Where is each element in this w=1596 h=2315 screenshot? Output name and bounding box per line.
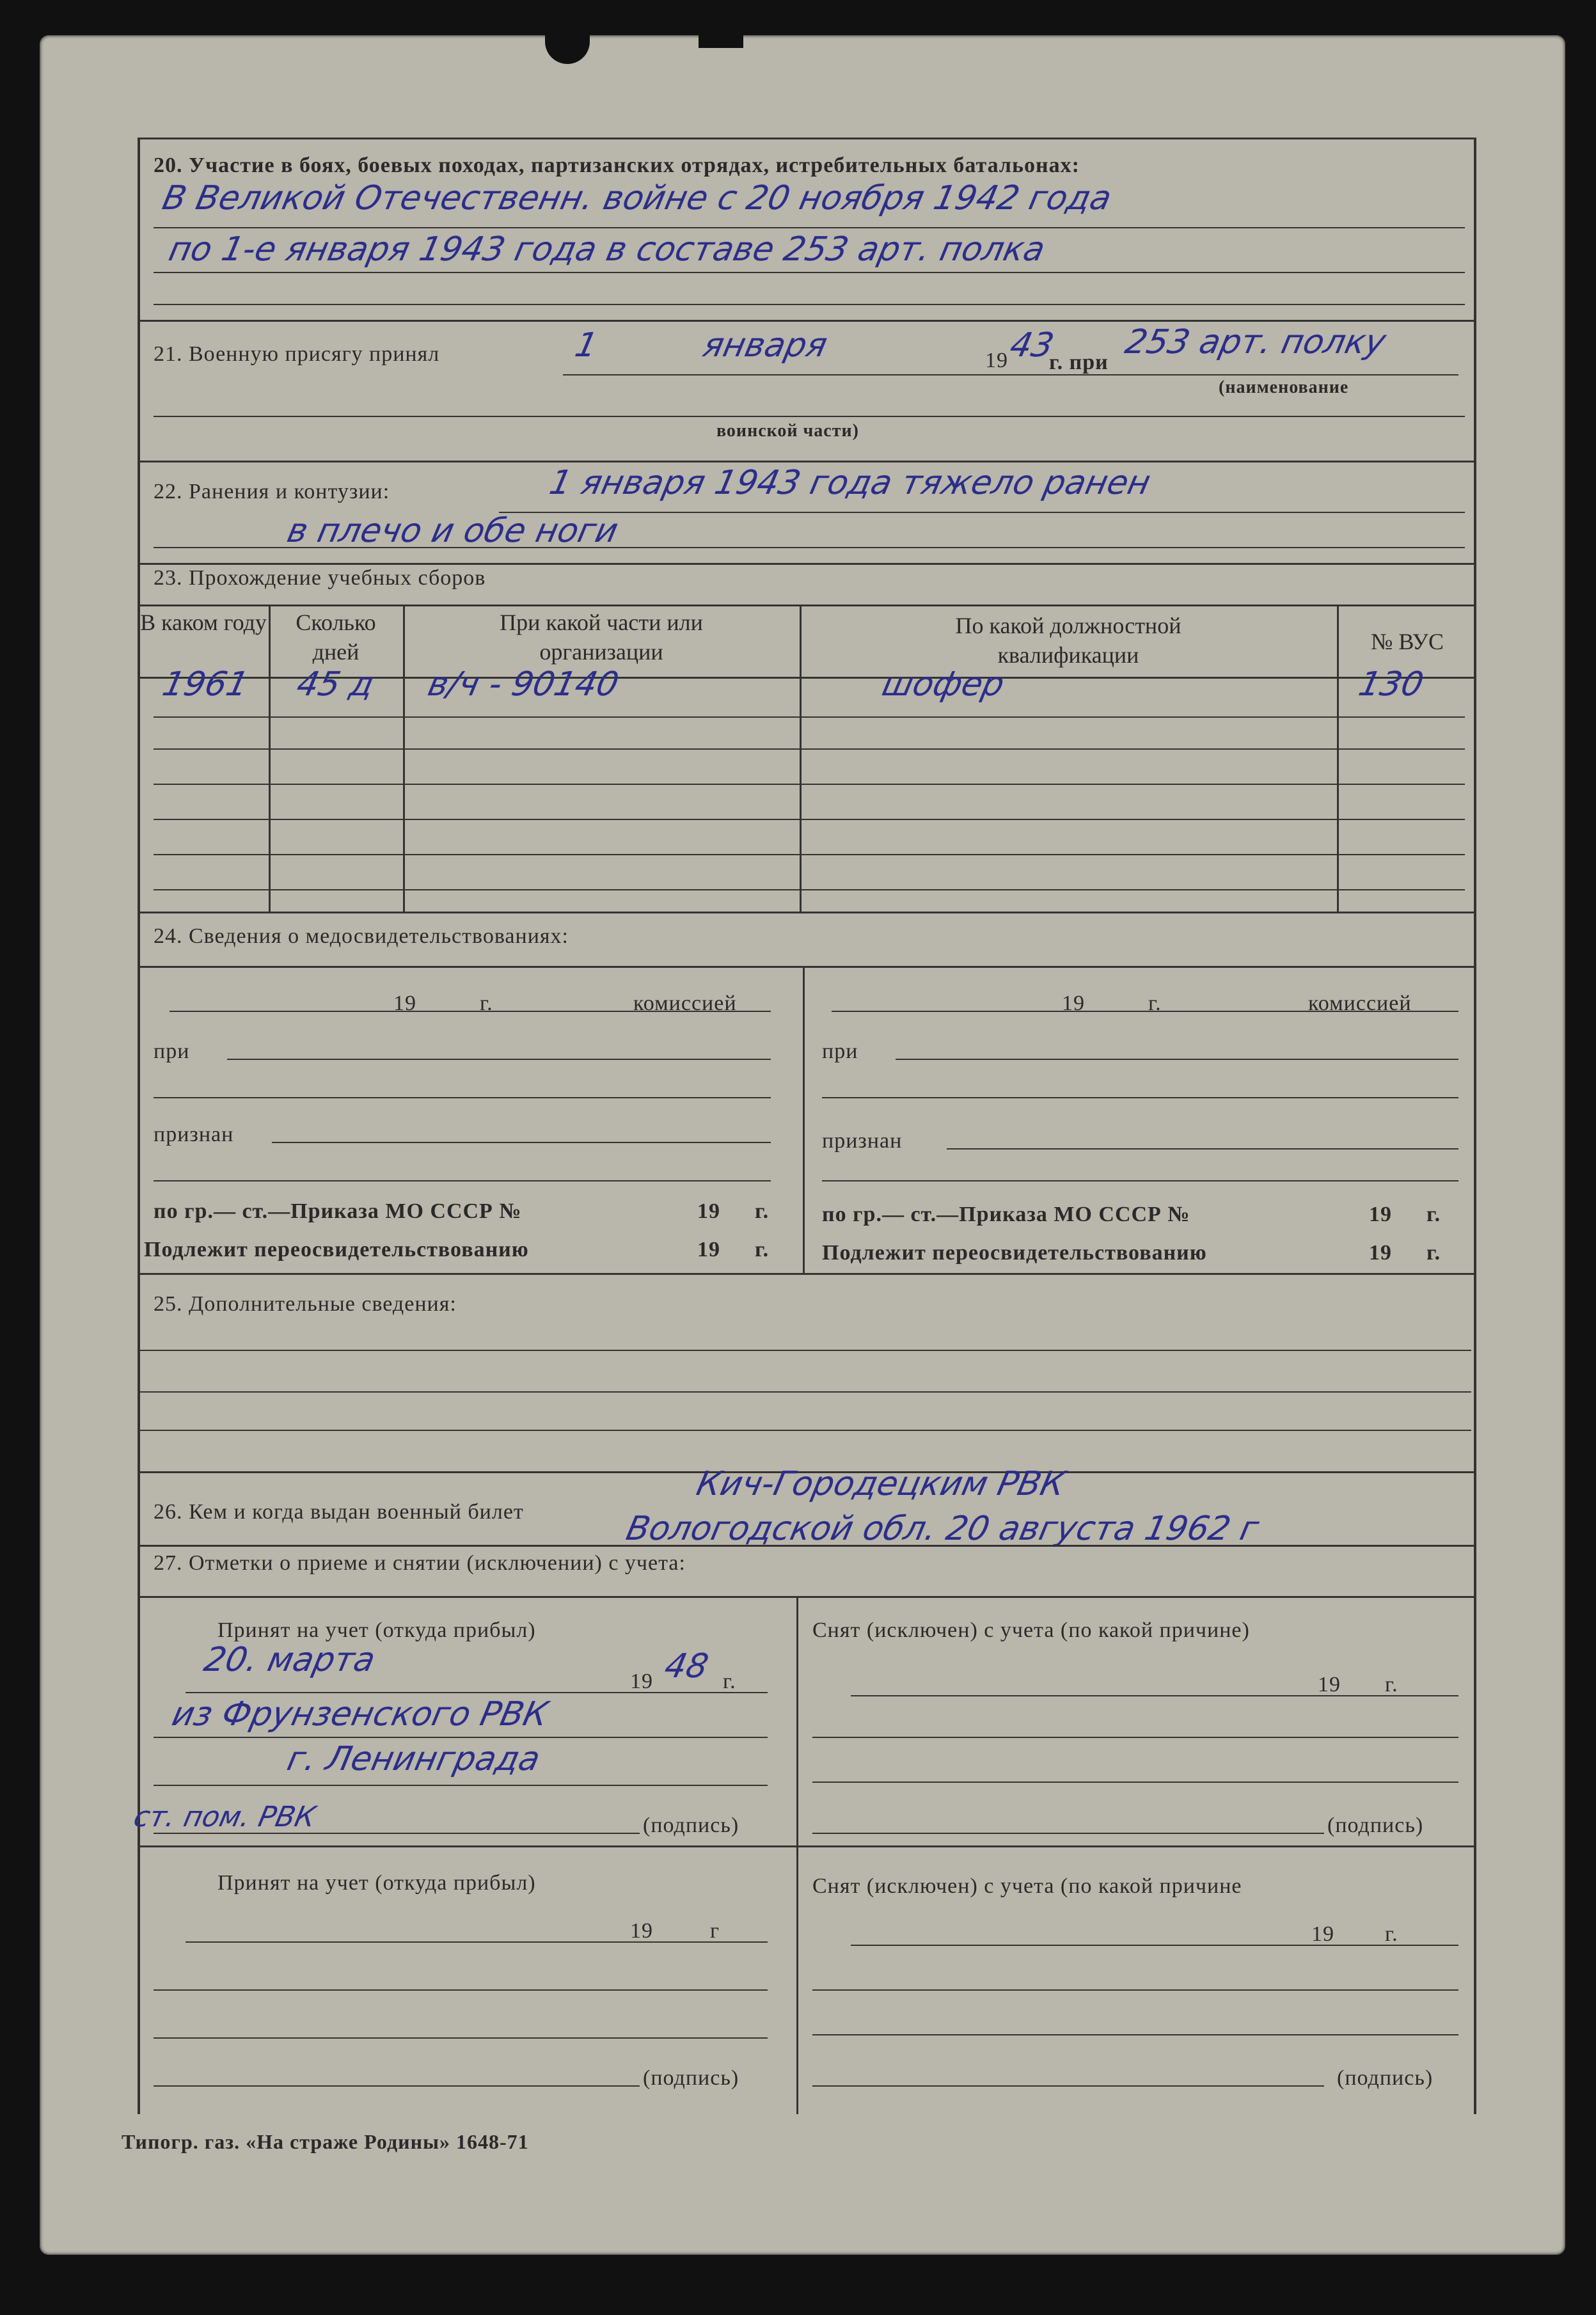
divider — [154, 304, 1465, 305]
divider — [138, 966, 1474, 968]
column-divider — [800, 604, 802, 912]
divider — [138, 1350, 1471, 1351]
divider — [154, 2037, 768, 2039]
med-left-priznan: признан — [154, 1123, 234, 1146]
removed-year-1: 19 — [1318, 1673, 1341, 1696]
field-21-year-prefix: 19 — [985, 349, 1008, 372]
printer-imprint: Типогр. газ. «На страже Родины» 1648-71 — [122, 2130, 529, 2153]
field-21-hint-unit: воинской части) — [716, 421, 859, 441]
med-right-g: г. — [1148, 992, 1162, 1015]
column-divider — [796, 1596, 798, 2114]
column-divider — [403, 604, 405, 912]
col-header-days: Сколько дней — [296, 610, 376, 665]
field-24-label: 24. Сведения о медосвидетельствованиях: — [154, 924, 569, 948]
med-left-pri: при — [154, 1039, 190, 1063]
divider — [812, 1782, 1458, 1783]
divider — [154, 1097, 771, 1098]
divider — [154, 1785, 768, 1786]
col-header-year: В каком году — [140, 610, 267, 635]
divider — [154, 748, 1465, 750]
column-divider — [269, 604, 271, 912]
accepted-from-1: из Фрунзенского РВК — [168, 1695, 551, 1734]
divider — [154, 272, 1465, 273]
col-header-unit: При какой части или организации — [500, 610, 703, 665]
field-22-handwriting-2: в плечо и обе ноги — [283, 512, 622, 550]
divider — [154, 547, 1465, 548]
divider — [896, 1059, 1458, 1060]
divider — [154, 1180, 771, 1181]
row-vus: 130 — [1355, 665, 1427, 704]
divider — [812, 2034, 1458, 2035]
column-divider — [803, 966, 805, 1273]
field-21-year: 43 — [1006, 326, 1057, 365]
med-right-reexam: Подлежит переосвидетельствованию — [822, 1241, 1207, 1265]
removed-signature-1: (подпись) — [1327, 1813, 1424, 1837]
field-26-handwriting-2: Вологодской обл. 20 августа 1962 г — [622, 1510, 1263, 1548]
divider — [138, 1391, 1471, 1393]
divider — [186, 1692, 768, 1693]
divider — [138, 1845, 1474, 1847]
field-25-label: 25. Дополнительные сведения: — [154, 1292, 457, 1316]
med-left-commission: комиссией — [633, 992, 737, 1015]
field-22-label: 22. Ранения и контузии: — [154, 480, 390, 503]
med-right-priznan: признан — [822, 1129, 903, 1153]
col-header-vus: № ВУС — [1371, 629, 1444, 654]
accepted-year-hw: 48 — [661, 1647, 712, 1686]
field-21-hint-name: (наименование — [1219, 377, 1349, 397]
med-left-order-year: 19 — [697, 1199, 720, 1223]
divider — [138, 461, 1474, 462]
divider — [154, 819, 1465, 820]
divider — [138, 912, 1474, 913]
divider — [138, 1273, 1474, 1275]
divider — [154, 2085, 640, 2087]
divider — [154, 1989, 768, 1991]
divider — [138, 1430, 1471, 1431]
removed-g-1: г. — [1385, 1673, 1398, 1696]
field-27-label: 27. Отметки о приеме и снятии (исключении) с учета: — [154, 1551, 686, 1575]
med-left-year: 19 — [393, 992, 416, 1015]
med-right-commission: комиссией — [1308, 992, 1412, 1015]
removed-year-2: 19 — [1311, 1922, 1334, 1946]
field-20-label: 20. Участие в боях, боевых походах, партизанских отрядах, истребительных батальонах: — [154, 154, 1080, 177]
field-23-label: 23. Прохождение учебных сборов — [154, 566, 486, 590]
med-left-g: г. — [480, 992, 493, 1015]
accepted-signature-1: (подпись) — [643, 1813, 739, 1837]
accepted-g-2: г — [710, 1919, 720, 1943]
divider — [154, 889, 1465, 890]
accepted-from-2: г. Ленинграда — [283, 1740, 544, 1778]
field-20-handwriting-1: В Великой Отечественн. войне с 20 ноября 1942 года — [159, 179, 1115, 217]
accepted-signature-2: (подпись) — [643, 2066, 739, 2090]
med-right-year: 19 — [1062, 992, 1085, 1015]
divider — [499, 512, 1465, 513]
divider — [812, 1833, 1324, 1834]
field-21-label: 21. Военную присягу принял — [154, 342, 440, 366]
divider — [154, 854, 1465, 855]
divider — [812, 1737, 1458, 1738]
accepted-year-1: 19 — [630, 1670, 653, 1693]
divider — [563, 374, 1458, 375]
divider — [851, 1695, 1458, 1696]
removed-g-2: г. — [1385, 1922, 1398, 1946]
med-right-order: по гр.— ст.—Приказа МО СССР № — [822, 1203, 1190, 1226]
field-21-month: января — [699, 326, 831, 365]
med-left-reexam: Подлежит переосвидетельствованию — [144, 1238, 529, 1261]
accepted-sign-title: ст. пом. РВК — [130, 1801, 319, 1833]
divider — [812, 2085, 1324, 2087]
field-22-handwriting-1: 1 января 1943 года тяжело ранен — [546, 464, 1154, 502]
column-divider — [1337, 604, 1339, 912]
paper-tear — [545, 29, 590, 64]
med-left-reexam-year: 19 — [697, 1238, 720, 1261]
med-right-reexam-year: 19 — [1369, 1241, 1392, 1265]
med-left-order-g: г. — [755, 1199, 770, 1223]
removed-label-2: Снят (исключен) с учета (по какой причине — [812, 1874, 1242, 1898]
accepted-g-1: г. — [723, 1670, 736, 1693]
divider — [832, 1011, 1458, 1012]
divider — [227, 1059, 771, 1060]
divider — [154, 1737, 768, 1738]
divider — [812, 1989, 1458, 1991]
divider — [154, 416, 1465, 417]
accepted-label-2: Принят на учет (откуда прибыл) — [217, 1871, 536, 1895]
field-21-day: 1 — [571, 326, 601, 365]
divider — [186, 1941, 768, 1943]
accepted-label-1: Принят на учет (откуда прибыл) — [217, 1618, 536, 1642]
divider — [138, 1596, 1474, 1598]
divider — [154, 784, 1465, 785]
divider — [851, 1945, 1458, 1946]
accepted-date: 20. марта — [200, 1641, 379, 1679]
row-unit: в/ч - 90140 — [424, 665, 622, 704]
med-right-order-g: г. — [1426, 1203, 1441, 1226]
divider — [154, 1833, 640, 1834]
col-header-qualification: По какой должностной квалификации — [955, 613, 1181, 668]
divider — [822, 1180, 1458, 1181]
divider — [138, 1545, 1474, 1547]
row-days: 45 д — [293, 665, 378, 704]
med-right-pri: при — [822, 1039, 858, 1063]
divider — [822, 1097, 1458, 1098]
divider — [272, 1142, 771, 1143]
row-year: 1961 — [159, 665, 252, 704]
field-21-pri: г. при — [1049, 351, 1109, 374]
med-right-order-year: 19 — [1369, 1203, 1392, 1226]
paper-tear — [699, 29, 743, 48]
removed-signature-2: (подпись) — [1337, 2066, 1434, 2090]
divider — [138, 138, 1474, 139]
divider — [947, 1148, 1458, 1150]
accepted-year-2: 19 — [630, 1919, 653, 1943]
field-20-handwriting-2: по 1-е января 1943 года в составе 253 арт. полка — [165, 230, 1048, 269]
field-26-handwriting-1: Кич-Городецким РВК — [693, 1465, 1069, 1503]
divider — [170, 1011, 771, 1012]
divider — [154, 227, 1465, 228]
med-left-order: по гр.— ст.—Приказа МО СССР № — [154, 1199, 522, 1223]
med-right-reexam-g: г. — [1426, 1241, 1441, 1265]
divider — [138, 320, 1474, 322]
divider — [138, 604, 1474, 606]
field-26-label: 26. Кем и когда выдан военный билет — [154, 1500, 524, 1524]
med-left-reexam-g: г. — [755, 1238, 770, 1261]
divider — [154, 716, 1465, 718]
field-21-unit: 253 арт. полку — [1121, 323, 1389, 361]
removed-label-1: Снят (исключен) с учета (по какой причине) — [812, 1618, 1250, 1642]
divider — [138, 563, 1474, 565]
row-qualification: шофер — [878, 665, 1008, 704]
